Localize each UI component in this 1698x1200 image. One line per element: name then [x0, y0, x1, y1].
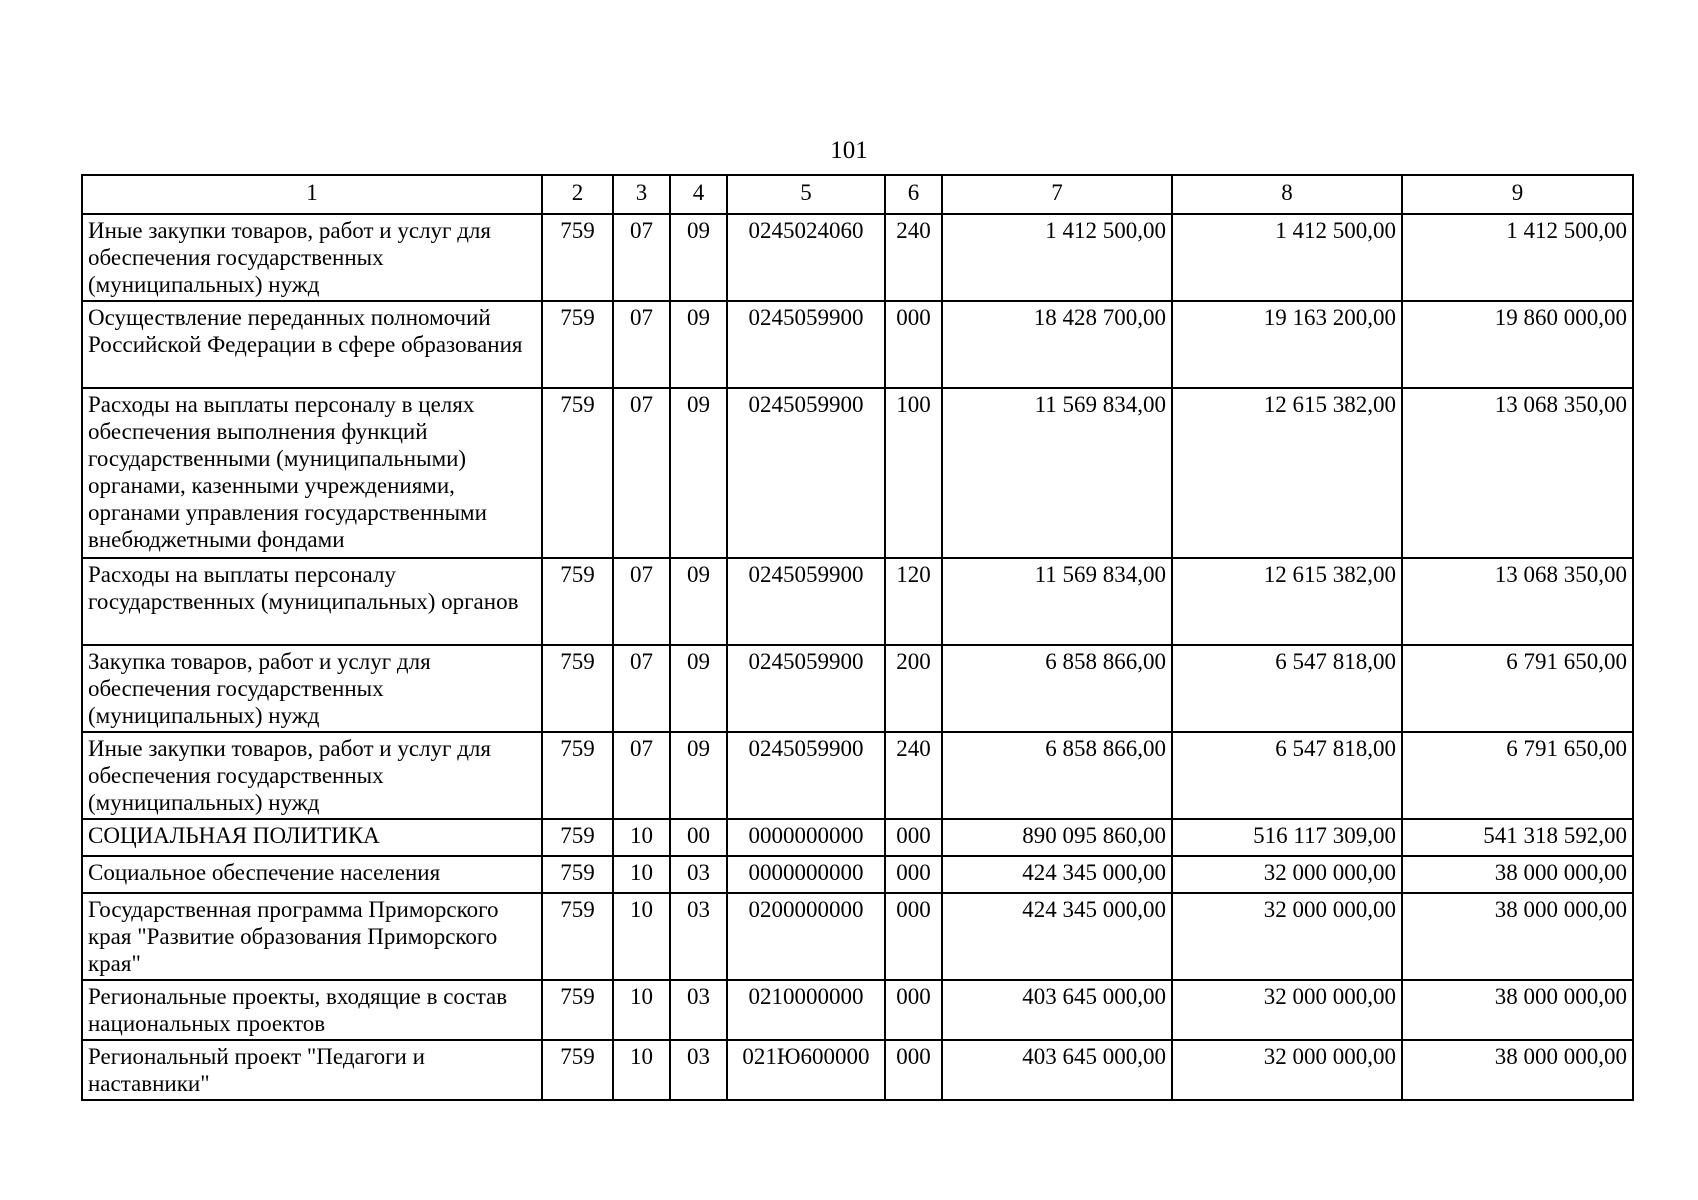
expense-name: Осуществление переданных полномочий Российской Федерации в сфере образования: [82, 301, 542, 388]
section-code: 07: [613, 301, 670, 388]
subsection-code: 03: [670, 1040, 727, 1100]
page-number: 101: [830, 137, 868, 164]
amount-col8: 1 412 500,00: [1172, 214, 1402, 301]
expense-name: Региональный проект "Педагоги и наставники": [82, 1040, 542, 1100]
section-code: 07: [613, 214, 670, 301]
section-code: 07: [613, 645, 670, 732]
column-header: 7: [942, 175, 1172, 214]
section-code: 07: [613, 732, 670, 819]
amount-col9: 541 318 592,00: [1402, 819, 1633, 856]
amount-col9: 38 000 000,00: [1402, 1040, 1633, 1100]
column-header: 6: [885, 175, 942, 214]
amount-col7: 6 858 866,00: [942, 645, 1172, 732]
ministry-code: 759: [542, 558, 613, 645]
section-code: 07: [613, 388, 670, 558]
subsection-code: 09: [670, 732, 727, 819]
subsection-code: 03: [670, 980, 727, 1040]
amount-col9: 38 000 000,00: [1402, 980, 1633, 1040]
amount-col7: 403 645 000,00: [942, 1040, 1172, 1100]
table-row: [82, 893, 1633, 980]
expense-name: Закупка товаров, работ и услуг для обеспечения государственных (муниципальных) нужд: [82, 645, 542, 732]
ministry-code: 759: [542, 732, 613, 819]
budget-table: [81, 174, 1634, 1101]
section-code: 10: [613, 893, 670, 980]
table-row: [82, 980, 1633, 1040]
ministry-code: 759: [542, 388, 613, 558]
expense-name: Расходы на выплаты персоналу в целях обеспечения выполнения функций государственными (муниципальными) органами, казенными учреждениями, органами управления государственными внебюджетными фондами: [82, 388, 542, 558]
subsection-code: 03: [670, 893, 727, 980]
expense-type-code: 000: [885, 301, 942, 388]
expense-name: СОЦИАЛЬНАЯ ПОЛИТИКА: [82, 819, 542, 856]
ministry-code: 759: [542, 301, 613, 388]
amount-col8: 32 000 000,00: [1172, 1040, 1402, 1100]
subsection-code: 09: [670, 645, 727, 732]
target-article-code: 0000000000: [727, 856, 885, 893]
amount-col9: 19 860 000,00: [1402, 301, 1633, 388]
amount-col8: 12 615 382,00: [1172, 388, 1402, 558]
column-header: 1: [82, 175, 542, 214]
amount-col9: 6 791 650,00: [1402, 645, 1633, 732]
column-header: 4: [670, 175, 727, 214]
amount-col7: 424 345 000,00: [942, 856, 1172, 893]
target-article-code: 0245059900: [727, 388, 885, 558]
ministry-code: 759: [542, 980, 613, 1040]
amount-col7: 11 569 834,00: [942, 388, 1172, 558]
target-article-code: 0245059900: [727, 732, 885, 819]
expense-type-code: 000: [885, 980, 942, 1040]
expense-name: Государственная программа Приморского края "Развитие образования Приморского края": [82, 893, 542, 980]
amount-col7: 1 412 500,00: [942, 214, 1172, 301]
header-row: [82, 175, 1633, 214]
expense-name: Иные закупки товаров, работ и услуг для обеспечения государственных (муниципальных) нужд: [82, 214, 542, 301]
ministry-code: 759: [542, 645, 613, 732]
expense-type-code: 240: [885, 732, 942, 819]
table-row: [82, 1040, 1633, 1100]
table-row: [82, 732, 1633, 819]
expense-type-code: 000: [885, 819, 942, 856]
amount-col8: 516 117 309,00: [1172, 819, 1402, 856]
target-article-code: 021Ю600000: [727, 1040, 885, 1100]
section-code: 10: [613, 856, 670, 893]
column-header: 8: [1172, 175, 1402, 214]
section-code: 10: [613, 819, 670, 856]
amount-col9: 38 000 000,00: [1402, 893, 1633, 980]
subsection-code: 00: [670, 819, 727, 856]
section-code: 10: [613, 1040, 670, 1100]
amount-col8: 32 000 000,00: [1172, 893, 1402, 980]
subsection-code: 09: [670, 558, 727, 645]
amount-col8: 32 000 000,00: [1172, 856, 1402, 893]
expense-name: Иные закупки товаров, работ и услуг для обеспечения государственных (муниципальных) нужд: [82, 732, 542, 819]
amount-col9: 38 000 000,00: [1402, 856, 1633, 893]
expense-name: Региональные проекты, входящие в состав национальных проектов: [82, 980, 542, 1040]
expense-type-code: 240: [885, 214, 942, 301]
table-row: [82, 819, 1633, 856]
ministry-code: 759: [542, 893, 613, 980]
table-row: [82, 558, 1633, 645]
expense-type-code: 000: [885, 856, 942, 893]
amount-col7: 6 858 866,00: [942, 732, 1172, 819]
column-header: 3: [613, 175, 670, 214]
amount-col7: 403 645 000,00: [942, 980, 1172, 1040]
amount-col9: 6 791 650,00: [1402, 732, 1633, 819]
ministry-code: 759: [542, 819, 613, 856]
section-code: 10: [613, 980, 670, 1040]
ministry-code: 759: [542, 1040, 613, 1100]
subsection-code: 09: [670, 301, 727, 388]
amount-col7: 424 345 000,00: [942, 893, 1172, 980]
target-article-code: 0210000000: [727, 980, 885, 1040]
table-row: [82, 856, 1633, 893]
amount-col9: 13 068 350,00: [1402, 388, 1633, 558]
expense-name: Расходы на выплаты персоналу государственных (муниципальных) органов: [82, 558, 542, 645]
amount-col7: 18 428 700,00: [942, 301, 1172, 388]
amount-col8: 32 000 000,00: [1172, 980, 1402, 1040]
expense-type-code: 200: [885, 645, 942, 732]
amount-col8: 12 615 382,00: [1172, 558, 1402, 645]
table-row: [82, 645, 1633, 732]
subsection-code: 09: [670, 214, 727, 301]
table-row: [82, 388, 1633, 558]
amount-col7: 11 569 834,00: [942, 558, 1172, 645]
target-article-code: 0000000000: [727, 819, 885, 856]
column-header: 2: [542, 175, 613, 214]
subsection-code: 03: [670, 856, 727, 893]
target-article-code: 0245024060: [727, 214, 885, 301]
table-row: [82, 301, 1633, 388]
expense-type-code: 120: [885, 558, 942, 645]
expense-type-code: 000: [885, 893, 942, 980]
expense-type-code: 000: [885, 1040, 942, 1100]
amount-col8: 6 547 818,00: [1172, 645, 1402, 732]
target-article-code: 0245059900: [727, 645, 885, 732]
target-article-code: 0245059900: [727, 301, 885, 388]
amount-col9: 1 412 500,00: [1402, 214, 1633, 301]
expense-type-code: 100: [885, 388, 942, 558]
amount-col8: 19 163 200,00: [1172, 301, 1402, 388]
table-row: [82, 214, 1633, 301]
column-header: 9: [1402, 175, 1633, 214]
ministry-code: 759: [542, 214, 613, 301]
column-header: 5: [727, 175, 885, 214]
target-article-code: 0200000000: [727, 893, 885, 980]
target-article-code: 0245059900: [727, 558, 885, 645]
expense-name: Социальное обеспечение населения: [82, 856, 542, 893]
amount-col9: 13 068 350,00: [1402, 558, 1633, 645]
section-code: 07: [613, 558, 670, 645]
amount-col7: 890 095 860,00: [942, 819, 1172, 856]
ministry-code: 759: [542, 856, 613, 893]
subsection-code: 09: [670, 388, 727, 558]
amount-col8: 6 547 818,00: [1172, 732, 1402, 819]
